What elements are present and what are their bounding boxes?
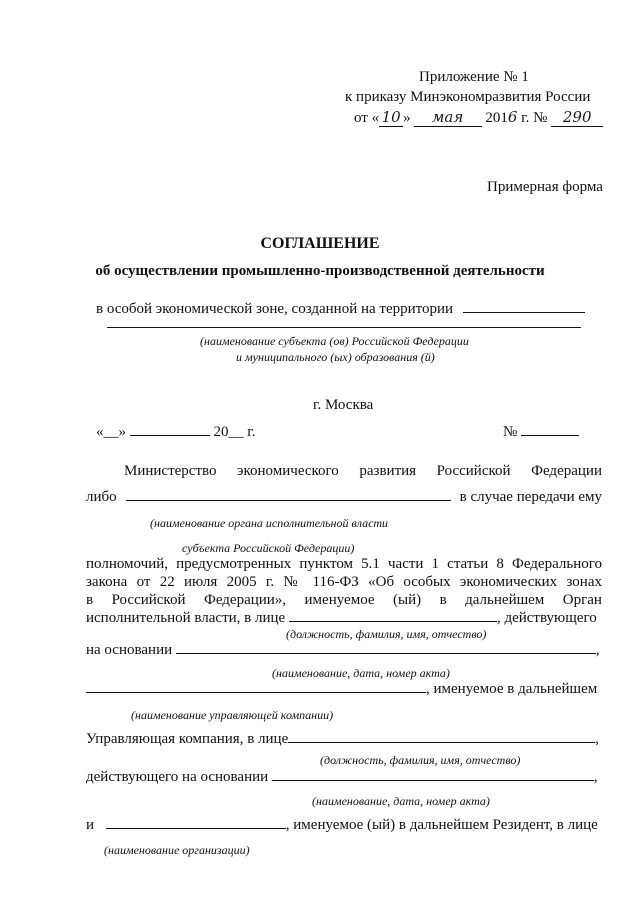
acting-text: , действующего <box>496 610 597 626</box>
paragraph-line-2: закона от 22 июля 2005 г. № 116-ФЗ «Об особых экономических зонах <box>86 574 602 590</box>
document-title: СОГЛАШЕНИЕ <box>260 235 380 252</box>
word: экономического <box>237 463 339 479</box>
note-subject-1: (наименование субъекта (ов) Российской Федерации <box>200 334 469 348</box>
organization-field[interactable] <box>106 828 286 829</box>
number-label: № <box>503 424 518 440</box>
word: в <box>86 592 94 608</box>
order-date-line <box>354 108 603 127</box>
note-exec-2: субъекта Российской Федерации) <box>182 541 355 555</box>
year-suffix: г. № <box>521 110 548 126</box>
basis-line <box>86 641 602 659</box>
note-position-2: (должность, фамилия, имя, отчество) <box>320 753 521 767</box>
management-company-field[interactable] <box>86 692 426 693</box>
in-person-text: исполнительной власти, в лице <box>86 610 286 626</box>
mc-person-text: Управляющая компания, в лице <box>86 731 289 747</box>
basis-text: на основании <box>86 642 173 658</box>
paragraph-line-4 <box>86 609 602 627</box>
order-day: 10 <box>379 108 403 127</box>
comma: , <box>595 642 600 658</box>
order-reference: к приказу Минэкономразвития России <box>345 89 591 105</box>
acting-basis-line <box>86 768 602 786</box>
day-placeholder: «__» <box>96 424 126 440</box>
date-prefix: от « <box>354 110 380 126</box>
note-subject-2: и муниципального (ых) образования (й) <box>236 350 435 364</box>
word: Федерации», <box>203 592 287 608</box>
word: Орган <box>562 592 602 608</box>
city: г. Москва <box>313 397 374 413</box>
word: Российской <box>436 463 511 479</box>
word: (ый) <box>393 592 422 608</box>
word: Министерство <box>124 463 217 479</box>
word: дальнейшем <box>465 592 545 608</box>
order-number: 290 <box>551 108 603 127</box>
comma: , <box>593 769 598 785</box>
and-text: и <box>86 817 95 833</box>
acting-basis-field[interactable] <box>272 780 594 781</box>
zone-line <box>96 300 585 318</box>
paragraph-line-3 <box>86 591 602 609</box>
order-month: мая <box>414 108 482 127</box>
agreement-date <box>96 423 255 441</box>
note-organization: (наименование организации) <box>104 843 250 857</box>
named-further-text: , именуемое в дальнейшем <box>426 681 598 697</box>
zone-line-text: в особой экономической зоне, созданной на территории <box>96 301 454 317</box>
basis-field[interactable] <box>176 653 596 654</box>
year-digit: 6 <box>507 108 518 126</box>
transfer-text: в случае передачи ему <box>459 489 602 505</box>
comma: , <box>595 731 599 747</box>
word: именуемое <box>304 592 375 608</box>
libo-text: либо <box>86 489 117 505</box>
document-subtitle: об осуществлении промышленно-производственной деятельности <box>95 263 545 279</box>
annex-label: Приложение № 1 <box>419 69 529 85</box>
word: в <box>439 592 447 608</box>
acting-basis-text: действующего на основании <box>86 769 269 785</box>
note-exec-1: (наименование органа исполнительной власти <box>150 516 389 530</box>
resident-line <box>86 816 602 834</box>
note-act: (наименование, дата, номер акта) <box>272 666 450 680</box>
year-prefix: 201 <box>485 110 508 126</box>
agreement-number <box>503 423 579 441</box>
resident-text: , именуемое (ый) в дальнейшем Резидент, в лице <box>285 817 598 833</box>
ministry-line <box>124 462 602 480</box>
form-type: Примерная форма <box>487 179 603 195</box>
paragraph-line-1: полномочий, предусмотренных пунктом 5.1 части 1 статьи 8 Федерального <box>86 556 602 572</box>
note-act-2: (наименование, дата, номер акта) <box>312 794 490 808</box>
official-field[interactable] <box>289 621 497 622</box>
libo-line <box>86 488 602 506</box>
note-management-company: (наименование управляющей компании) <box>131 708 334 722</box>
date-mid: » <box>403 110 411 126</box>
note-position: (должность, фамилия, имя, отчество) <box>286 627 487 641</box>
exec-body-field[interactable] <box>126 500 451 501</box>
number-field[interactable] <box>521 435 579 436</box>
mc-person-field[interactable] <box>288 742 595 743</box>
word: развития <box>359 463 417 479</box>
word: Федерации <box>531 463 602 479</box>
year-placeholder: 20__ г. <box>213 424 256 440</box>
territory-field-line2[interactable] <box>107 327 581 328</box>
word: Российской <box>111 592 186 608</box>
management-company-line <box>86 680 602 698</box>
territory-field[interactable] <box>463 312 585 313</box>
mc-person-line <box>86 730 602 748</box>
month-field[interactable] <box>130 435 210 436</box>
